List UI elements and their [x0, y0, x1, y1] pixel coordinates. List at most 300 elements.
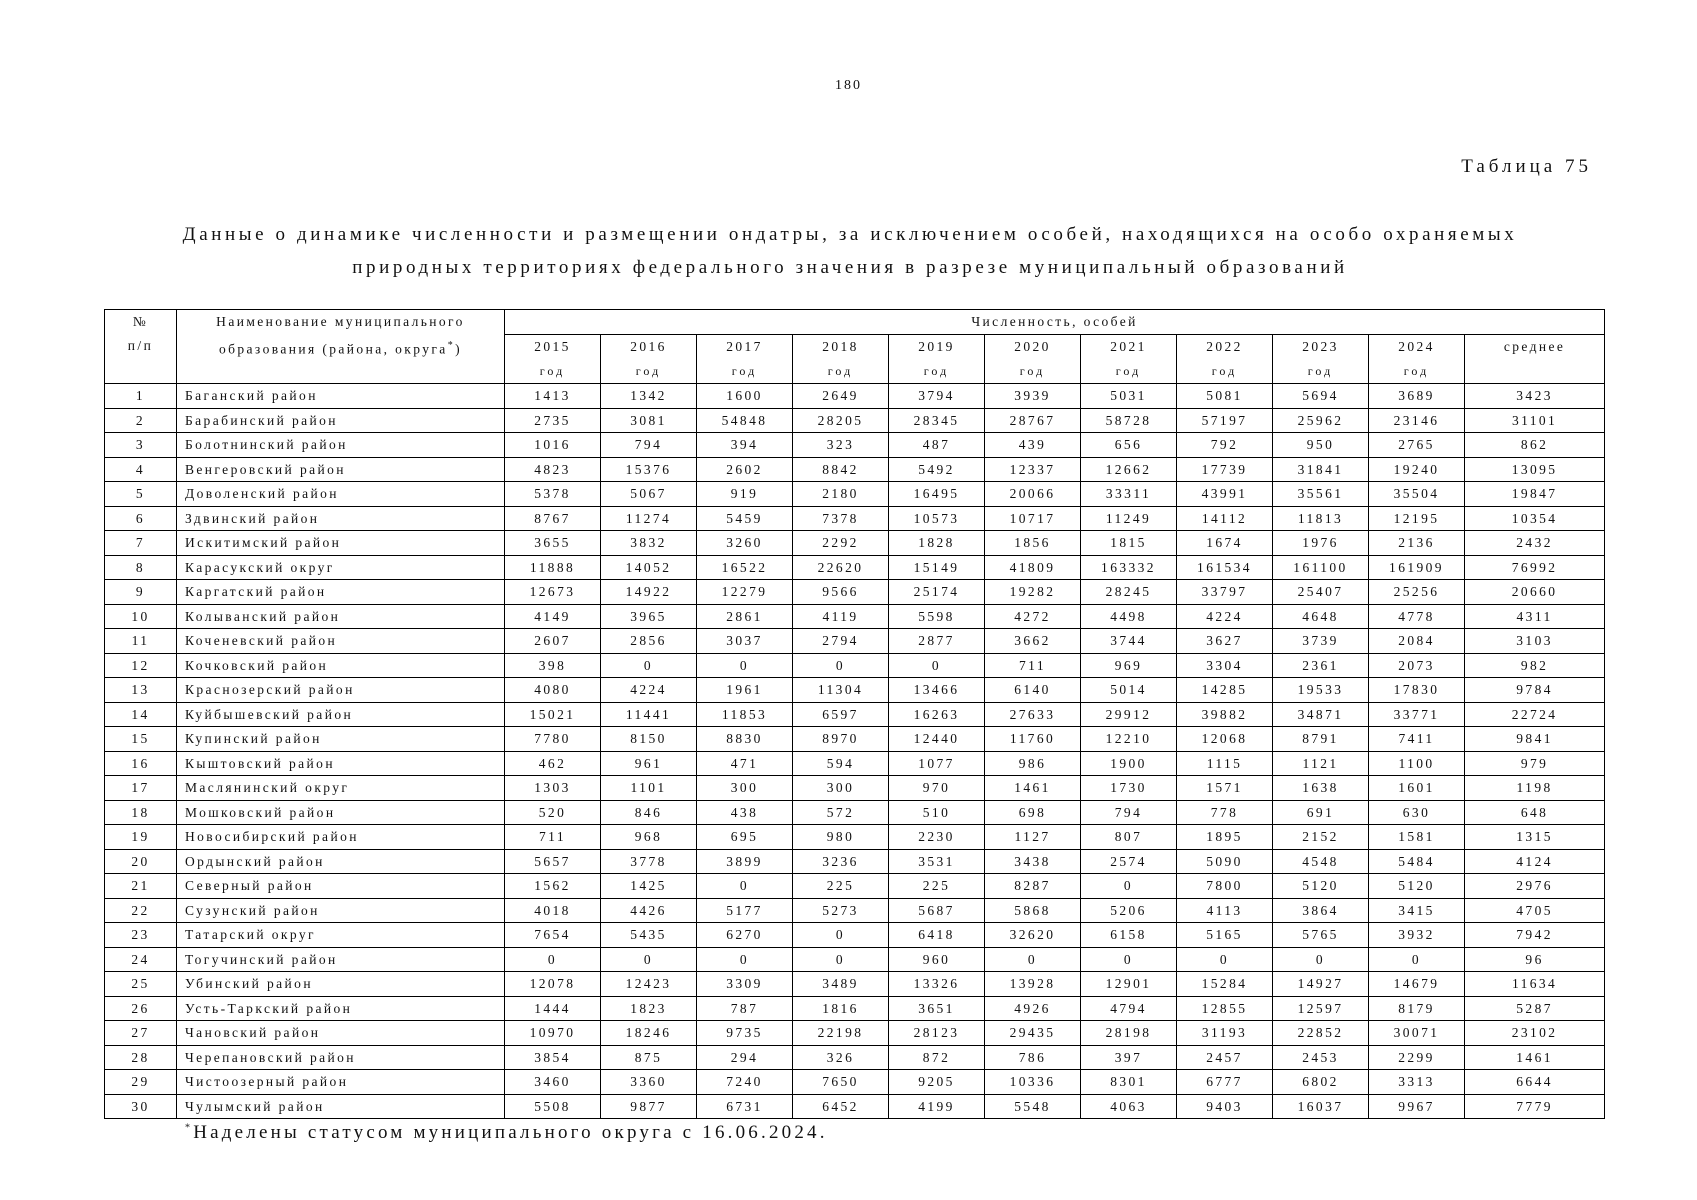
header-year-2017 [697, 335, 793, 384]
population-value: 22198 [793, 1021, 889, 1046]
table-row [105, 1045, 1605, 1070]
population-value: 691 [1273, 800, 1369, 825]
row-number: 18 [105, 800, 177, 825]
population-value: 1077 [889, 751, 985, 776]
population-value: 2453 [1273, 1045, 1369, 1070]
population-value: 594 [793, 751, 889, 776]
population-value: 7800 [1177, 874, 1273, 899]
population-value: 12279 [697, 580, 793, 605]
district-name: Купинский район [177, 727, 505, 752]
population-value: 986 [985, 751, 1081, 776]
row-number: 27 [105, 1021, 177, 1046]
population-value: 25962 [1273, 408, 1369, 433]
row-number: 3 [105, 433, 177, 458]
population-value: 4018 [505, 898, 601, 923]
row-number: 15 [105, 727, 177, 752]
population-value: 3939 [985, 384, 1081, 409]
population-value: 11441 [601, 702, 697, 727]
population-value: 12662 [1081, 457, 1177, 482]
population-value: 5177 [697, 898, 793, 923]
average-value: 9841 [1465, 727, 1605, 752]
population-value: 794 [601, 433, 697, 458]
population-value: 4080 [505, 678, 601, 703]
population-value: 34871 [1273, 702, 1369, 727]
title-line-2: природных территориях федерального значения в разрезе муниципальный образований [352, 257, 1348, 278]
population-value: 3965 [601, 604, 697, 629]
population-value: 39882 [1177, 702, 1273, 727]
row-number: 9 [105, 580, 177, 605]
district-name: Венгеровский район [177, 457, 505, 482]
population-value: 572 [793, 800, 889, 825]
population-value: 5067 [601, 482, 697, 507]
population-value: 12423 [601, 972, 697, 997]
population-value: 4926 [985, 996, 1081, 1021]
district-name: Тогучинский район [177, 947, 505, 972]
population-value: 2136 [1369, 531, 1465, 556]
population-value: 163332 [1081, 555, 1177, 580]
population-value: 5508 [505, 1094, 601, 1119]
population-value: 3309 [697, 972, 793, 997]
population-value: 11274 [601, 506, 697, 531]
average-value: 3103 [1465, 629, 1605, 654]
average-value: 7942 [1465, 923, 1605, 948]
population-value: 2152 [1273, 825, 1369, 850]
population-value: 6418 [889, 923, 985, 948]
population-value: 439 [985, 433, 1081, 458]
table-row [105, 384, 1605, 409]
population-value: 711 [985, 653, 1081, 678]
header-year-2023 [1273, 335, 1369, 384]
population-value: 3832 [601, 531, 697, 556]
population-value: 27633 [985, 702, 1081, 727]
header-number [105, 310, 177, 384]
average-value: 2976 [1465, 874, 1605, 899]
year-label: 2019 [918, 339, 955, 354]
average-value: 4124 [1465, 849, 1605, 874]
population-value: 300 [793, 776, 889, 801]
population-value: 510 [889, 800, 985, 825]
table-row [105, 604, 1605, 629]
table-row [105, 874, 1605, 899]
header-year-2024 [1369, 335, 1465, 384]
population-value: 2602 [697, 457, 793, 482]
table-row [105, 555, 1605, 580]
average-value: 5287 [1465, 996, 1605, 1021]
population-value: 2073 [1369, 653, 1465, 678]
header-year-2019 [889, 335, 985, 384]
population-value: 13326 [889, 972, 985, 997]
population-value: 487 [889, 433, 985, 458]
population-value: 1100 [1369, 751, 1465, 776]
population-value: 3662 [985, 629, 1081, 654]
population-value: 1601 [1369, 776, 1465, 801]
population-value: 5459 [697, 506, 793, 531]
population-value: 14922 [601, 580, 697, 605]
population-value: 28245 [1081, 580, 1177, 605]
population-value: 3304 [1177, 653, 1273, 678]
population-value: 28198 [1081, 1021, 1177, 1046]
population-value: 32620 [985, 923, 1081, 948]
population-value: 5014 [1081, 678, 1177, 703]
population-value: 5548 [985, 1094, 1081, 1119]
footnote: *Наделены статусом муниципального округа с 16.06.2024. [185, 1122, 828, 1143]
average-value: 979 [1465, 751, 1605, 776]
population-value: 35504 [1369, 482, 1465, 507]
population-value: 3778 [601, 849, 697, 874]
population-value: 29912 [1081, 702, 1177, 727]
population-value: 3739 [1273, 629, 1369, 654]
district-name: Карасукский округ [177, 555, 505, 580]
average-value: 13095 [1465, 457, 1605, 482]
population-value: 5165 [1177, 923, 1273, 948]
population-value: 12078 [505, 972, 601, 997]
population-value: 1900 [1081, 751, 1177, 776]
table-row [105, 947, 1605, 972]
population-value: 4199 [889, 1094, 985, 1119]
table-row [105, 800, 1605, 825]
table-title [120, 218, 1580, 284]
population-value: 462 [505, 751, 601, 776]
population-value: 41809 [985, 555, 1081, 580]
table-row [105, 653, 1605, 678]
population-value: 0 [889, 653, 985, 678]
population-value: 1816 [793, 996, 889, 1021]
population-value: 33311 [1081, 482, 1177, 507]
header-name-line2: образования (района, округа*) [218, 340, 463, 357]
row-number: 7 [105, 531, 177, 556]
population-value: 10336 [985, 1070, 1081, 1095]
row-number: 19 [105, 825, 177, 850]
population-value: 22620 [793, 555, 889, 580]
population-value: 1461 [985, 776, 1081, 801]
population-value: 5868 [985, 898, 1081, 923]
population-value: 8301 [1081, 1070, 1177, 1095]
population-value: 5765 [1273, 923, 1369, 948]
table-row [105, 776, 1605, 801]
year-label: 2021 [1110, 339, 1147, 354]
population-value: 698 [985, 800, 1081, 825]
table-row [105, 1021, 1605, 1046]
population-value: 12337 [985, 457, 1081, 482]
row-number: 6 [105, 506, 177, 531]
population-value: 20066 [985, 482, 1081, 507]
population-value: 10970 [505, 1021, 601, 1046]
population-value: 4224 [601, 678, 697, 703]
population-value: 960 [889, 947, 985, 972]
average-value: 19847 [1465, 482, 1605, 507]
population-value: 5081 [1177, 384, 1273, 409]
population-value: 11249 [1081, 506, 1177, 531]
row-number: 26 [105, 996, 177, 1021]
population-value: 438 [697, 800, 793, 825]
row-number: 14 [105, 702, 177, 727]
population-value: 919 [697, 482, 793, 507]
district-name: Коченевский район [177, 629, 505, 654]
population-value: 25256 [1369, 580, 1465, 605]
population-value: 3489 [793, 972, 889, 997]
average-value: 982 [1465, 653, 1605, 678]
population-value: 18246 [601, 1021, 697, 1046]
population-value: 0 [1081, 874, 1177, 899]
average-value: 648 [1465, 800, 1605, 825]
population-value: 0 [601, 653, 697, 678]
population-value: 1856 [985, 531, 1081, 556]
row-number: 25 [105, 972, 177, 997]
header-name-line1: Наименование муниципального [216, 314, 465, 329]
population-value: 12068 [1177, 727, 1273, 752]
header-year-2016 [601, 335, 697, 384]
population-value: 0 [793, 947, 889, 972]
year-label: 2022 [1206, 339, 1243, 354]
population-value: 787 [697, 996, 793, 1021]
average-value: 23102 [1465, 1021, 1605, 1046]
population-value: 3415 [1369, 898, 1465, 923]
population-value: 4063 [1081, 1094, 1177, 1119]
average-value: 1461 [1465, 1045, 1605, 1070]
population-value: 9566 [793, 580, 889, 605]
population-value: 225 [889, 874, 985, 899]
district-name: Татарский округ [177, 923, 505, 948]
population-value: 7240 [697, 1070, 793, 1095]
population-value: 520 [505, 800, 601, 825]
year-unit-label: год [827, 364, 854, 378]
population-value: 3899 [697, 849, 793, 874]
population-value: 3260 [697, 531, 793, 556]
district-name: Каргатский район [177, 580, 505, 605]
population-value: 3655 [505, 531, 601, 556]
district-name: Новосибирский район [177, 825, 505, 850]
population-value: 14112 [1177, 506, 1273, 531]
population-value: 875 [601, 1045, 697, 1070]
row-number: 21 [105, 874, 177, 899]
population-value: 3037 [697, 629, 793, 654]
year-unit-label: год [539, 364, 566, 378]
population-value: 3932 [1369, 923, 1465, 948]
population-value: 1581 [1369, 825, 1465, 850]
population-value: 1600 [697, 384, 793, 409]
row-number: 30 [105, 1094, 177, 1119]
average-value: 96 [1465, 947, 1605, 972]
population-value: 872 [889, 1045, 985, 1070]
population-value: 0 [697, 947, 793, 972]
district-name: Баганский район [177, 384, 505, 409]
population-value: 323 [793, 433, 889, 458]
average-value: 4705 [1465, 898, 1605, 923]
population-value: 30071 [1369, 1021, 1465, 1046]
population-value: 17739 [1177, 457, 1273, 482]
year-unit-label: год [1307, 364, 1334, 378]
table-row [105, 678, 1605, 703]
district-name: Здвинский район [177, 506, 505, 531]
population-value: 2457 [1177, 1045, 1273, 1070]
population-value: 13466 [889, 678, 985, 703]
average-value: 22724 [1465, 702, 1605, 727]
population-value: 2861 [697, 604, 793, 629]
population-value: 786 [985, 1045, 1081, 1070]
year-label: 2017 [726, 339, 763, 354]
population-value: 33797 [1177, 580, 1273, 605]
population-value: 3531 [889, 849, 985, 874]
population-value: 12901 [1081, 972, 1177, 997]
population-value: 3236 [793, 849, 889, 874]
row-number: 2 [105, 408, 177, 433]
population-value: 28767 [985, 408, 1081, 433]
population-value: 14285 [1177, 678, 1273, 703]
population-value: 1115 [1177, 751, 1273, 776]
population-value: 326 [793, 1045, 889, 1070]
population-value: 28205 [793, 408, 889, 433]
population-value: 9403 [1177, 1094, 1273, 1119]
table-row [105, 531, 1605, 556]
population-value: 8830 [697, 727, 793, 752]
population-value: 23146 [1369, 408, 1465, 433]
population-value: 0 [697, 653, 793, 678]
district-name: Черепановский район [177, 1045, 505, 1070]
population-value: 6158 [1081, 923, 1177, 948]
population-value: 43991 [1177, 482, 1273, 507]
population-value: 1444 [505, 996, 601, 1021]
row-number: 11 [105, 629, 177, 654]
population-value: 6140 [985, 678, 1081, 703]
row-number: 10 [105, 604, 177, 629]
population-value: 28345 [889, 408, 985, 433]
population-value: 6731 [697, 1094, 793, 1119]
population-value: 0 [1081, 947, 1177, 972]
population-value: 31841 [1273, 457, 1369, 482]
population-value: 3627 [1177, 629, 1273, 654]
header-number-line1: № [132, 314, 149, 329]
population-value: 19533 [1273, 678, 1369, 703]
population-value: 1815 [1081, 531, 1177, 556]
district-name: Чановский район [177, 1021, 505, 1046]
population-value: 12210 [1081, 727, 1177, 752]
population-value: 656 [1081, 433, 1177, 458]
population-value: 8150 [601, 727, 697, 752]
population-value: 6777 [1177, 1070, 1273, 1095]
district-name: Кыштовский район [177, 751, 505, 776]
population-value: 2765 [1369, 433, 1465, 458]
district-name: Куйбышевский район [177, 702, 505, 727]
row-number: 22 [105, 898, 177, 923]
table-row [105, 433, 1605, 458]
population-value: 29435 [985, 1021, 1081, 1046]
average-value: 3423 [1465, 384, 1605, 409]
population-value: 1961 [697, 678, 793, 703]
population-value: 6270 [697, 923, 793, 948]
population-value: 3854 [505, 1045, 601, 1070]
population-value: 2574 [1081, 849, 1177, 874]
population-value: 35561 [1273, 482, 1369, 507]
district-name: Краснозерский район [177, 678, 505, 703]
header-year-2015 [505, 335, 601, 384]
population-value: 14052 [601, 555, 697, 580]
row-number: 12 [105, 653, 177, 678]
district-name: Сузунский район [177, 898, 505, 923]
population-value: 8842 [793, 457, 889, 482]
district-name: Убинский район [177, 972, 505, 997]
table-row [105, 849, 1605, 874]
header-year-2021 [1081, 335, 1177, 384]
population-value: 471 [697, 751, 793, 776]
district-name: Чулымский район [177, 1094, 505, 1119]
population-value: 6597 [793, 702, 889, 727]
population-value: 2292 [793, 531, 889, 556]
population-value: 5206 [1081, 898, 1177, 923]
population-value: 22852 [1273, 1021, 1369, 1046]
population-value: 0 [601, 947, 697, 972]
population-value: 1823 [601, 996, 697, 1021]
population-value: 3460 [505, 1070, 601, 1095]
population-value: 394 [697, 433, 793, 458]
population-value: 1828 [889, 531, 985, 556]
population-value: 0 [985, 947, 1081, 972]
row-number: 4 [105, 457, 177, 482]
population-value: 5120 [1369, 874, 1465, 899]
average-value: 2432 [1465, 531, 1605, 556]
table-row [105, 408, 1605, 433]
table-row [105, 1094, 1605, 1119]
district-name: Маслянинский округ [177, 776, 505, 801]
population-value: 3313 [1369, 1070, 1465, 1095]
population-value: 1895 [1177, 825, 1273, 850]
population-value: 33771 [1369, 702, 1465, 727]
population-value: 4119 [793, 604, 889, 629]
table-row [105, 457, 1605, 482]
population-value: 58728 [1081, 408, 1177, 433]
header-name [177, 310, 505, 384]
population-value: 1638 [1273, 776, 1369, 801]
population-value: 4648 [1273, 604, 1369, 629]
row-number: 28 [105, 1045, 177, 1070]
population-value: 4548 [1273, 849, 1369, 874]
population-value: 1562 [505, 874, 601, 899]
table-row [105, 727, 1605, 752]
population-value: 2877 [889, 629, 985, 654]
population-value: 1303 [505, 776, 601, 801]
page-number: 180 [835, 78, 862, 93]
population-value: 31193 [1177, 1021, 1273, 1046]
population-value: 15284 [1177, 972, 1273, 997]
population-value: 12440 [889, 727, 985, 752]
row-number: 23 [105, 923, 177, 948]
population-value: 225 [793, 874, 889, 899]
population-value: 4498 [1081, 604, 1177, 629]
population-value: 8970 [793, 727, 889, 752]
population-value: 2084 [1369, 629, 1465, 654]
population-value: 0 [1273, 947, 1369, 972]
population-value: 846 [601, 800, 697, 825]
population-value: 5090 [1177, 849, 1273, 874]
population-value: 3744 [1081, 629, 1177, 654]
population-value: 1730 [1081, 776, 1177, 801]
year-unit-label: год [731, 364, 758, 378]
population-value: 3651 [889, 996, 985, 1021]
year-label: 2018 [822, 339, 859, 354]
population-value: 16037 [1273, 1094, 1369, 1119]
population-value: 5694 [1273, 384, 1369, 409]
population-value: 2361 [1273, 653, 1369, 678]
header-year-2022 [1177, 335, 1273, 384]
row-number: 20 [105, 849, 177, 874]
average-value: 31101 [1465, 408, 1605, 433]
population-value: 9205 [889, 1070, 985, 1095]
population-value: 11304 [793, 678, 889, 703]
population-value: 5492 [889, 457, 985, 482]
population-value: 3864 [1273, 898, 1369, 923]
population-value: 14927 [1273, 972, 1369, 997]
population-value: 10717 [985, 506, 1081, 531]
muskrat-population-table [104, 309, 1605, 1119]
